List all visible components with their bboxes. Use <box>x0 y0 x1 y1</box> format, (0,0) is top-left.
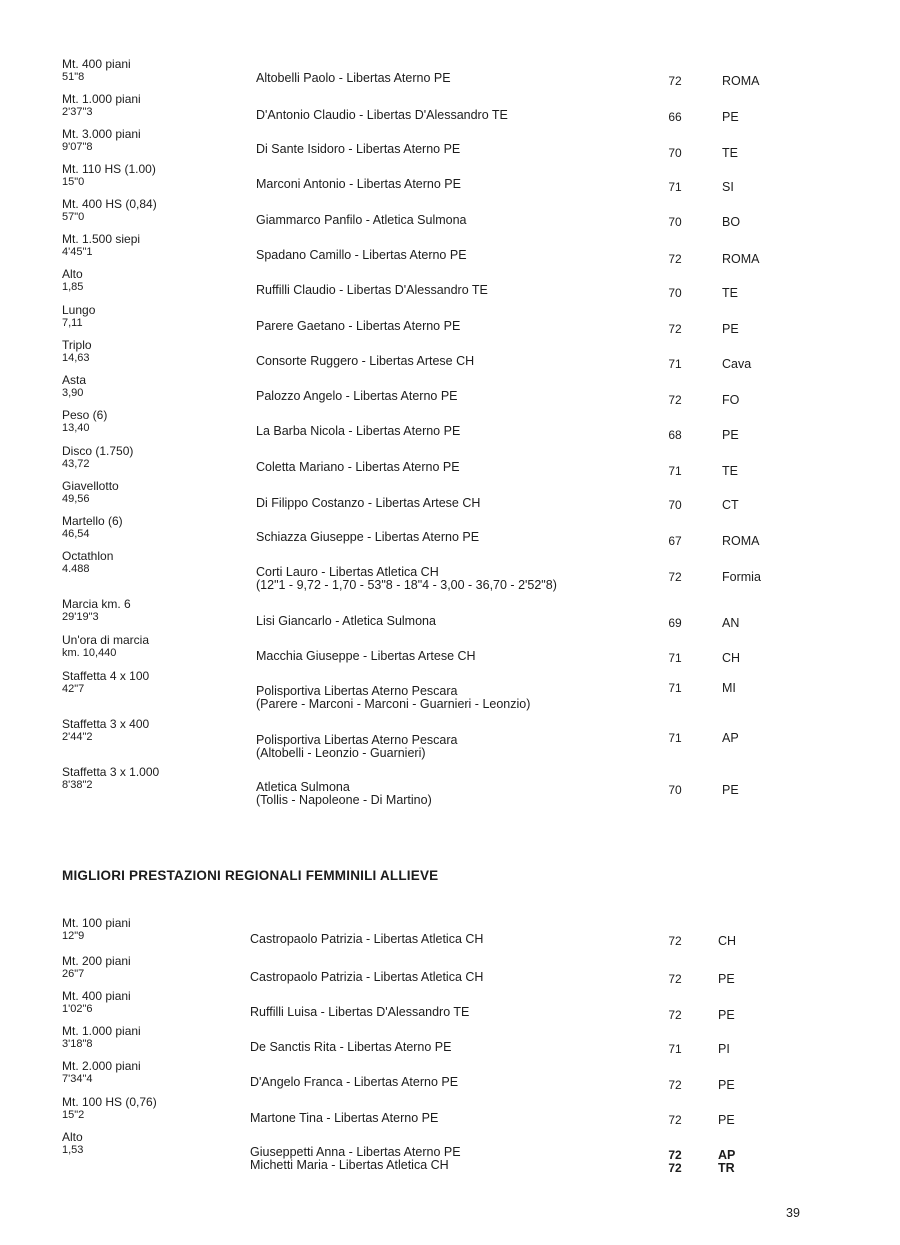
athlete-line: Consorte Ruggero - Libertas Artese CH <box>256 354 475 368</box>
record-mark: 51"8 <box>62 71 85 83</box>
year-cell <box>660 216 690 229</box>
event-cell <box>62 670 242 696</box>
place-value: PE <box>722 428 739 442</box>
year-cell <box>660 1149 690 1175</box>
year-cell <box>660 147 690 160</box>
place-cell <box>722 358 751 371</box>
year-value: 71 <box>668 1042 682 1056</box>
event-cell <box>62 598 242 624</box>
event-cell <box>62 409 242 435</box>
place-value: AP <box>718 1148 736 1162</box>
place-value: FO <box>722 393 740 407</box>
record-mark: 1,53 <box>62 1144 84 1156</box>
record-mark: 1,85 <box>62 281 84 293</box>
year-cell <box>660 111 690 124</box>
event-cell <box>62 374 242 400</box>
athlete-cell <box>250 1006 469 1019</box>
event-name: Octathlon <box>62 549 114 563</box>
event-cell <box>62 766 242 792</box>
athlete-line: Giuseppetti Anna - Libertas Aterno PE <box>250 1145 461 1159</box>
event-cell <box>62 128 242 154</box>
year-cell <box>660 429 690 442</box>
place-value: TE <box>722 464 738 478</box>
event-name: Mt. 1.000 piani <box>62 1024 141 1038</box>
event-cell <box>62 1096 242 1122</box>
athlete-line: Marconi Antonio - Libertas Aterno PE <box>256 177 461 191</box>
place-cell <box>722 253 760 266</box>
year-value: 68 <box>668 428 682 442</box>
record-mark: 2'37"3 <box>62 106 93 118</box>
athlete-line: Polisportiva Libertas Aterno Pescara <box>256 684 458 698</box>
year-value: 72 <box>668 252 682 266</box>
record-mark: 49,56 <box>62 493 90 505</box>
athlete-cell <box>256 497 480 510</box>
year-cell <box>660 75 690 88</box>
place-value: MI <box>722 681 736 695</box>
record-mark: 43,72 <box>62 458 90 470</box>
year-cell <box>660 287 690 300</box>
athlete-line: Corti Lauro - Libertas Atletica CH <box>256 565 439 579</box>
place-value: Formia <box>722 570 761 584</box>
event-name: Martello (6) <box>62 514 123 528</box>
athlete-line: Ruffilli Luisa - Libertas D'Alessandro TE <box>250 1005 470 1019</box>
year-cell <box>660 652 690 665</box>
event-cell <box>62 1131 242 1157</box>
athlete-line: (Tollis - Napoleone - Di Martino) <box>256 793 432 807</box>
year-cell <box>660 973 690 986</box>
year-value: 71 <box>668 357 682 371</box>
event-name: Mt. 100 piani <box>62 916 131 930</box>
athlete-line: (12"1 - 9,72 - 1,70 - 53"8 - 18"4 - 3,00 - 36,70 - 2'52"8) <box>256 578 557 592</box>
place-cell <box>718 1043 730 1056</box>
event-cell <box>62 93 242 119</box>
athlete-line: Palozzo Angelo - Libertas Aterno PE <box>256 389 458 403</box>
place-cell <box>722 394 739 407</box>
athlete-line: Lisi Giancarlo - Atletica Sulmona <box>256 614 436 628</box>
event-name: Mt. 1.500 siepi <box>62 232 141 246</box>
year-value: 70 <box>668 215 682 229</box>
place-value: PE <box>722 783 739 797</box>
place-value: PE <box>722 322 739 336</box>
place-cell <box>718 1009 735 1022</box>
year-value: 72 <box>668 1113 682 1127</box>
year-cell <box>660 358 690 371</box>
record-mark: 2'44"2 <box>62 731 93 743</box>
place-cell <box>722 111 739 124</box>
athlete-cell <box>256 109 508 122</box>
athlete-line: Parere Gaetano - Libertas Aterno PE <box>256 319 461 333</box>
year-cell <box>660 535 690 548</box>
place-value: PE <box>718 1008 735 1022</box>
year-value: 72 <box>668 1008 682 1022</box>
event-cell <box>62 233 242 259</box>
year-value: 72 <box>668 393 682 407</box>
year-value: 72 <box>668 570 682 584</box>
year-value: 69 <box>668 616 682 630</box>
athlete-cell <box>256 685 530 711</box>
event-name: Peso (6) <box>62 408 108 422</box>
athlete-cell <box>256 566 557 592</box>
athlete-cell <box>256 781 432 807</box>
athlete-line: Altobelli Paolo - Libertas Aterno PE <box>256 71 451 85</box>
year-cell <box>660 181 690 194</box>
athlete-line: Martone Tina - Libertas Aterno PE <box>250 1111 439 1125</box>
event-name: Mt. 200 piani <box>62 954 131 968</box>
place-cell <box>718 1149 735 1175</box>
record-mark: 7,11 <box>62 317 83 329</box>
athlete-cell <box>256 249 467 262</box>
athlete-line: D'Angelo Franca - Libertas Aterno PE <box>250 1075 459 1089</box>
place-cell <box>722 147 738 160</box>
athlete-line: La Barba Nicola - Libertas Aterno PE <box>256 424 461 438</box>
record-mark: 42"7 <box>62 683 85 695</box>
athlete-cell <box>256 650 476 663</box>
place-value: BO <box>722 215 741 229</box>
year-cell <box>660 732 690 745</box>
year-cell <box>660 1114 690 1127</box>
event-name: Lungo <box>62 303 96 317</box>
section-title-female: MIGLIORI PRESTAZIONI REGIONALI FEMMINILI ALLIEVE <box>62 868 439 883</box>
place-cell <box>722 429 739 442</box>
athlete-line: Macchia Giuseppe - Libertas Artese CH <box>256 649 476 663</box>
year-value: 67 <box>668 534 682 548</box>
athlete-cell <box>256 461 460 474</box>
year-cell <box>660 253 690 266</box>
place-value: SI <box>722 180 734 194</box>
record-mark: 12"9 <box>62 930 85 942</box>
athlete-line: Di Sante Isidoro - Libertas Aterno PE <box>256 142 461 156</box>
event-name: Staffetta 4 x 100 <box>62 669 150 683</box>
record-mark: 46,54 <box>62 528 90 540</box>
place-cell <box>722 181 734 194</box>
event-cell <box>62 917 242 943</box>
place-value: TE <box>722 146 738 160</box>
place-value: ROMA <box>722 252 760 266</box>
event-cell <box>62 304 242 330</box>
event-cell <box>62 480 242 506</box>
place-value: AP <box>722 731 739 745</box>
event-name: Mt. 2.000 piani <box>62 1059 141 1073</box>
athlete-cell <box>256 425 460 438</box>
year-cell <box>660 499 690 512</box>
year-value: 70 <box>668 146 682 160</box>
year-cell <box>660 1079 690 1092</box>
record-mark: 9'07"8 <box>62 141 93 153</box>
record-mark: 26"7 <box>62 968 85 980</box>
event-name: Giavellotto <box>62 479 119 493</box>
page-number: 39 <box>786 1206 800 1220</box>
year-cell <box>660 1043 690 1056</box>
year-value: 72 <box>668 934 682 948</box>
place-cell <box>722 784 739 797</box>
event-cell <box>62 515 242 541</box>
place-value: PE <box>718 972 735 986</box>
record-mark: 3,90 <box>62 387 84 399</box>
place-value: CH <box>718 934 737 948</box>
year-value: 71 <box>668 464 682 478</box>
place-cell <box>722 499 739 512</box>
athlete-cell <box>256 284 488 297</box>
year-value: 70 <box>668 783 682 797</box>
athlete-line: Schiazza Giuseppe - Libertas Aterno PE <box>256 530 480 544</box>
athlete-cell <box>250 1041 451 1054</box>
year-value: 71 <box>668 651 682 665</box>
place-cell <box>722 617 739 630</box>
place-value: AN <box>722 616 740 630</box>
event-cell <box>62 1025 242 1051</box>
athlete-cell <box>256 72 451 85</box>
event-cell <box>62 198 242 224</box>
athlete-line: (Altobelli - Leonzio - Guarnieri) <box>256 746 426 760</box>
event-cell <box>62 58 242 84</box>
athlete-cell <box>250 1146 461 1172</box>
athlete-line: Di Filippo Costanzo - Libertas Artese CH <box>256 496 481 510</box>
year-value: 72 <box>668 1078 682 1092</box>
place-cell <box>722 287 738 300</box>
year-value: 70 <box>668 286 682 300</box>
event-name: Alto <box>62 1130 83 1144</box>
place-value: ROMA <box>722 74 760 88</box>
year-value: 72 <box>668 1161 682 1175</box>
event-cell <box>62 990 242 1016</box>
athlete-cell <box>256 143 460 156</box>
event-name: Disco (1.750) <box>62 444 134 458</box>
event-name: Mt. 1.000 piani <box>62 92 141 106</box>
year-value: 70 <box>668 498 682 512</box>
place-cell <box>722 465 738 478</box>
event-cell <box>62 268 242 294</box>
place-cell <box>722 535 760 548</box>
place-cell <box>722 652 740 665</box>
place-cell <box>722 75 760 88</box>
event-cell <box>62 955 242 981</box>
place-cell <box>718 1114 735 1127</box>
event-name: Un'ora di marcia <box>62 633 149 647</box>
record-mark: km. 10,440 <box>62 647 117 659</box>
event-cell <box>62 163 242 189</box>
event-cell <box>62 718 242 744</box>
athlete-line: Michetti Maria - Libertas Atletica CH <box>250 1158 449 1172</box>
athlete-cell <box>256 320 460 333</box>
place-cell <box>718 973 735 986</box>
athlete-cell <box>256 390 458 403</box>
athlete-cell <box>256 214 467 227</box>
event-cell <box>62 1060 242 1086</box>
year-cell <box>660 935 690 948</box>
year-value: 72 <box>668 1148 682 1162</box>
record-mark: 1'02"6 <box>62 1003 93 1015</box>
year-cell <box>660 394 690 407</box>
athlete-cell <box>250 971 483 984</box>
year-value: 71 <box>668 180 682 194</box>
place-value: ROMA <box>722 534 760 548</box>
athlete-line: De Sanctis Rita - Libertas Aterno PE <box>250 1040 452 1054</box>
place-value: TR <box>718 1161 735 1175</box>
athlete-line: Ruffilli Claudio - Libertas D'Alessandro TE <box>256 283 488 297</box>
event-cell <box>62 339 242 365</box>
athlete-cell <box>256 178 461 191</box>
place-value: PE <box>718 1078 735 1092</box>
year-value: 66 <box>668 110 682 124</box>
year-value: 71 <box>668 681 682 695</box>
athlete-cell <box>250 1112 438 1125</box>
athlete-line: Castropaolo Patrizia - Libertas Atletica CH <box>250 970 484 984</box>
event-name: Asta <box>62 373 87 387</box>
place-cell <box>722 732 739 745</box>
event-name: Mt. 400 piani <box>62 57 131 71</box>
event-name: Staffetta 3 x 1.000 <box>62 765 160 779</box>
event-name: Mt. 400 piani <box>62 989 131 1003</box>
year-value: 71 <box>668 731 682 745</box>
event-cell <box>62 550 242 576</box>
record-mark: 13,40 <box>62 422 90 434</box>
record-mark: 15"0 <box>62 176 85 188</box>
year-value: 72 <box>668 74 682 88</box>
athlete-line: Polisportiva Libertas Aterno Pescara <box>256 733 458 747</box>
event-name: Marcia km. 6 <box>62 597 131 611</box>
place-cell <box>718 1079 735 1092</box>
athlete-line: Atletica Sulmona <box>256 780 350 794</box>
place-cell <box>722 571 761 584</box>
athlete-cell <box>250 1076 458 1089</box>
event-name: Staffetta 3 x 400 <box>62 717 150 731</box>
event-name: Mt. 110 HS (1.00) <box>62 162 156 176</box>
record-mark: 57"0 <box>62 211 85 223</box>
athlete-cell <box>256 355 474 368</box>
athlete-cell <box>256 734 458 760</box>
place-value: TE <box>722 286 738 300</box>
year-cell <box>660 617 690 630</box>
athlete-line: D'Antonio Claudio - Libertas D'Alessandro TE <box>256 108 508 122</box>
record-mark: 14,63 <box>62 352 90 364</box>
event-name: Triplo <box>62 338 92 352</box>
event-name: Mt. 100 HS (0,76) <box>62 1095 157 1109</box>
year-cell <box>660 571 690 584</box>
event-name: Alto <box>62 267 83 281</box>
record-mark: 15"2 <box>62 1109 85 1121</box>
athlete-line: (Parere - Marconi - Marconi - Guarnieri - Leonzio) <box>256 697 531 711</box>
place-value: Cava <box>722 357 752 371</box>
event-cell <box>62 445 242 471</box>
athlete-line: Giammarco Panfilo - Atletica Sulmona <box>256 213 467 227</box>
event-name: Mt. 3.000 piani <box>62 127 141 141</box>
record-mark: 29'19"3 <box>62 611 99 623</box>
athlete-line: Castropaolo Patrizia - Libertas Atletica CH <box>250 932 484 946</box>
place-cell <box>718 935 736 948</box>
record-mark: 4.488 <box>62 563 90 575</box>
place-value: PE <box>718 1113 735 1127</box>
place-cell <box>722 323 739 336</box>
year-cell <box>660 1009 690 1022</box>
year-cell <box>660 682 690 695</box>
year-cell <box>660 784 690 797</box>
record-mark: 7'34"4 <box>62 1073 93 1085</box>
place-value: PE <box>722 110 739 124</box>
athlete-line: Spadano Camillo - Libertas Aterno PE <box>256 248 467 262</box>
record-mark: 3'18"8 <box>62 1038 93 1050</box>
record-mark: 4'45"1 <box>62 246 93 258</box>
year-cell <box>660 465 690 478</box>
event-cell <box>62 634 242 660</box>
athlete-cell <box>256 615 436 628</box>
year-value: 72 <box>668 322 682 336</box>
athlete-cell <box>250 933 483 946</box>
year-cell <box>660 323 690 336</box>
place-cell <box>722 682 736 695</box>
record-mark: 8'38"2 <box>62 779 93 791</box>
place-cell <box>722 216 740 229</box>
place-value: CH <box>722 651 741 665</box>
athlete-line: Coletta Mariano - Libertas Aterno PE <box>256 460 460 474</box>
year-value: 72 <box>668 972 682 986</box>
event-name: Mt. 400 HS (0,84) <box>62 197 157 211</box>
place-value: PI <box>718 1042 730 1056</box>
athlete-cell <box>256 531 479 544</box>
place-value: CT <box>722 498 739 512</box>
